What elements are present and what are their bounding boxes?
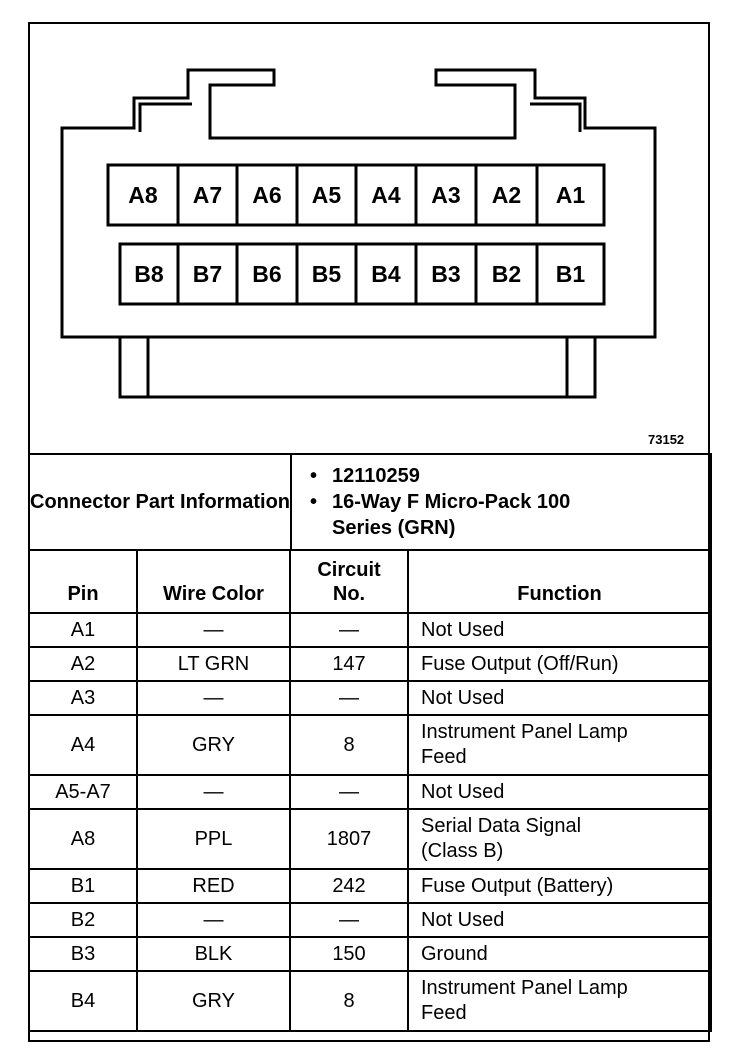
function-text: Instrument Panel Lamp Feed bbox=[421, 977, 628, 1024]
pin-header: Pin bbox=[29, 550, 137, 613]
circuit-cell: — bbox=[290, 775, 408, 809]
table-row bbox=[29, 681, 711, 715]
pinout-header-row bbox=[29, 550, 711, 613]
pin-label-b3: B3 bbox=[431, 261, 461, 287]
pin-cell: B1 bbox=[29, 869, 137, 903]
pin-label-a6: A6 bbox=[252, 182, 282, 208]
latch-inner-step bbox=[140, 104, 192, 132]
function-header: Function bbox=[408, 550, 711, 613]
function-cell: Not Used bbox=[408, 681, 711, 715]
pin-label-a4: A4 bbox=[371, 182, 401, 208]
pin-label-a8: A8 bbox=[128, 182, 158, 208]
table-row bbox=[29, 809, 711, 869]
wire-color-cell: BLK bbox=[137, 937, 290, 971]
circuit-cell: — bbox=[290, 613, 408, 647]
circuit-cell: 8 bbox=[290, 971, 408, 1031]
function-cell: Not Used bbox=[408, 775, 711, 809]
pin-cell: B2 bbox=[29, 903, 137, 937]
connector-lower-tab bbox=[120, 337, 595, 397]
pin-label-b2: B2 bbox=[491, 261, 522, 287]
connector-face-diagram bbox=[0, 0, 752, 452]
circuit-cell: 8 bbox=[290, 715, 408, 775]
pin-label-a2: A2 bbox=[491, 182, 522, 208]
table-row bbox=[29, 903, 711, 937]
pin-label-a7: A7 bbox=[192, 182, 223, 208]
circuit-cell: 147 bbox=[290, 647, 408, 681]
function-cell bbox=[408, 971, 711, 1031]
part-info-label: Connector Part Information bbox=[29, 454, 291, 550]
wire-color-cell: PPL bbox=[137, 809, 290, 869]
function-text: Serial Data Signal (Class B) bbox=[421, 815, 582, 862]
wire-color-cell: — bbox=[137, 903, 290, 937]
table-row bbox=[29, 647, 711, 681]
pin-label-a5: A5 bbox=[311, 182, 342, 208]
pin-cell: B3 bbox=[29, 937, 137, 971]
pin-cell: A4 bbox=[29, 715, 137, 775]
table-row bbox=[29, 869, 711, 903]
wire-color-cell: — bbox=[137, 613, 290, 647]
pin-label-b7: B7 bbox=[192, 261, 223, 287]
wire-color-cell: GRY bbox=[137, 971, 290, 1031]
wire-color-cell: GRY bbox=[137, 715, 290, 775]
pinout-table bbox=[28, 549, 712, 1032]
pin-label-b4: B4 bbox=[371, 261, 401, 287]
pin-cell: B4 bbox=[29, 971, 137, 1031]
circuit-cell: 1807 bbox=[290, 809, 408, 869]
pin-cell: A8 bbox=[29, 809, 137, 869]
table-row bbox=[29, 715, 711, 775]
pin-cell: A5-A7 bbox=[29, 775, 137, 809]
pin-label-a3: A3 bbox=[431, 182, 461, 208]
circuit-cell: 150 bbox=[290, 937, 408, 971]
pin-cell: A2 bbox=[29, 647, 137, 681]
function-text: Instrument Panel Lamp Feed bbox=[421, 721, 628, 768]
function-cell: Ground bbox=[408, 937, 711, 971]
connector-description: • 16-Way F Micro-Pack 100 Series (GRN) bbox=[332, 489, 592, 541]
table-row bbox=[29, 937, 711, 971]
circuit-header-text: Circuit No. bbox=[317, 559, 381, 605]
pin-label-b1: B1 bbox=[555, 261, 586, 287]
circuit-cell: — bbox=[290, 681, 408, 715]
circuit-cell: — bbox=[290, 903, 408, 937]
function-cell bbox=[408, 715, 711, 775]
pin-cell: A3 bbox=[29, 681, 137, 715]
part-info-list bbox=[291, 454, 711, 550]
pin-label-b8: B8 bbox=[134, 261, 164, 287]
pin-label-a1: A1 bbox=[555, 182, 586, 208]
pin-cell: A1 bbox=[29, 613, 137, 647]
circuit-header bbox=[290, 550, 408, 613]
wire-color-cell: — bbox=[137, 775, 290, 809]
wire-color-header: Wire Color bbox=[137, 550, 290, 613]
pin-label-b6: B6 bbox=[252, 261, 282, 287]
function-cell bbox=[408, 809, 711, 869]
connector-part-info bbox=[28, 453, 712, 551]
part-number: • 12110259 bbox=[332, 463, 710, 489]
function-cell: Not Used bbox=[408, 903, 711, 937]
function-cell: Fuse Output (Battery) bbox=[408, 869, 711, 903]
wire-color-cell: LT GRN bbox=[137, 647, 290, 681]
pin-label-b5: B5 bbox=[311, 261, 342, 287]
circuit-cell: 242 bbox=[290, 869, 408, 903]
latch-inner-step-right bbox=[530, 104, 580, 132]
figure-number: 73152 bbox=[648, 432, 685, 447]
table-row bbox=[29, 775, 711, 809]
table-row bbox=[29, 613, 711, 647]
function-cell: Fuse Output (Off/Run) bbox=[408, 647, 711, 681]
table-row bbox=[29, 971, 711, 1031]
wire-color-cell: — bbox=[137, 681, 290, 715]
function-cell: Not Used bbox=[408, 613, 711, 647]
wire-color-cell: RED bbox=[137, 869, 290, 903]
